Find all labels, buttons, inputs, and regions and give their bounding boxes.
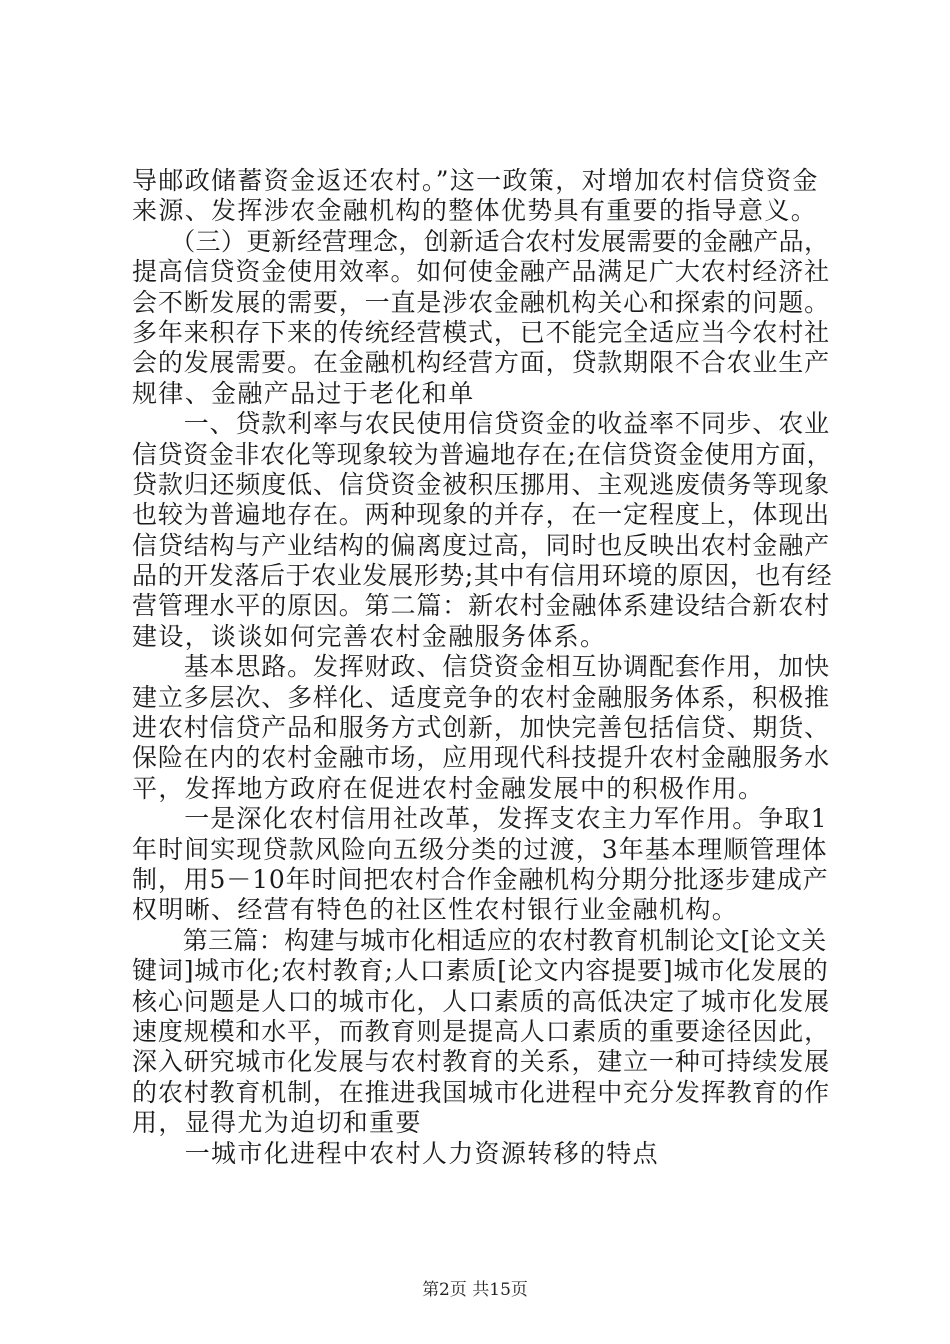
text-line: 第三篇：构建与城市化相适应的农村教育机制论文[论文关 — [132, 925, 827, 955]
text-line: 来源、发挥涉农金融机构的整体优势具有重要的指导意义。 — [132, 196, 818, 226]
text-line: （三）更新经营理念，创新适合农村发展需要的金融产品， — [132, 226, 830, 256]
text-line: 导邮政储蓄资金返还农村。”这一政策，对增加农村信贷资金 — [132, 166, 819, 195]
text-line: 基本思路。发挥财政、信贷资金相互协调配套作用，加快 — [132, 652, 830, 682]
document-body — [132, 166, 832, 1169]
text-line: 平，发挥地方政府在促进农村金融发展中的积极作用。 — [132, 773, 765, 803]
text-line: 的农村教育机制，在推进我国城市化进程中充分发挥教育的作 — [132, 1077, 830, 1107]
text-line: 会的发展需要。在金融机构经营方面，贷款期限不合农业生产 — [132, 348, 830, 378]
text-line: 营管理水平的原因。第二篇：新农村金融体系建设结合新农村 — [132, 591, 830, 621]
text-line: 速度规模和水平，而教育则是提高人口素质的重要途径因此， — [132, 1016, 830, 1046]
text-line: 深入研究城市化发展与农村教育的关系，建立一种可持续发展 — [132, 1047, 830, 1077]
text-line: 信贷结构与产业结构的偏离度过高，同时也反映出农村金融产 — [132, 530, 830, 560]
text-line: 进农村信贷产品和服务方式创新，加快完善包括信贷、期货、 — [132, 713, 830, 743]
text-line: 保险在内的农村金融市场，应用现代科技提升农村金融服务水 — [132, 743, 830, 773]
text-line: 建设，谈谈如何完善农村金融服务体系。 — [132, 621, 607, 651]
text-line: 年时间实现贷款风险向五级分类的过渡，3年基本理顺管理体 — [132, 834, 828, 864]
text-line: 一、贷款利率与农民使用信贷资金的收益率不同步、农业 — [132, 409, 830, 439]
text-line: 一是深化农村信用社改革，发挥支农主力军作用。争取1 — [132, 804, 828, 834]
text-line: 提高信贷资金使用效率。如何使金融产品满足广大农村经济社 — [132, 257, 830, 287]
text-line: 信贷资金非农化等现象较为普遍地存在;在信贷资金使用方面， — [132, 439, 833, 469]
text-line: 也较为普遍地存在。两种现象的并存，在一定程度上，体现出 — [132, 500, 830, 530]
text-line: 键词]城市化;农村教育;人口素质[论文内容提要]城市化发展的 — [132, 956, 829, 986]
text-line: 建立多层次、多样化、适度竞争的农村金融服务体系，积极推 — [132, 682, 830, 712]
text-line: 贷款归还频度低、信贷资金被积压挪用、主观逃废债务等现象 — [132, 469, 830, 499]
text-line: 制，用5－10年时间把农村合作金融机构分期分批逐步建成产 — [132, 864, 829, 894]
text-line: 核心问题是人口的城市化，人口素质的高低决定了城市化发展 — [132, 986, 830, 1016]
text-line: 权明晰、经营有特色的社区性农村银行业金融机构。 — [132, 895, 739, 925]
text-line: 会不断发展的需要，一直是涉农金融机构关心和探索的问题。 — [132, 287, 830, 317]
text-line: 规律、金融产品过于老化和单 — [132, 378, 475, 408]
text-line: 一城市化进程中农村人力资源转移的特点 — [132, 1138, 660, 1168]
text-line: 用，显得尤为迫切和重要 — [132, 1108, 422, 1138]
text-line: 品的开发落后于农业发展形势;其中有信用环境的原因，也有经 — [132, 561, 833, 591]
page-number-footer: 第2页 共15页 — [422, 1280, 528, 1300]
text-line: 多年来积存下来的传统经营模式，已不能完全适应当今农村社 — [132, 317, 830, 347]
